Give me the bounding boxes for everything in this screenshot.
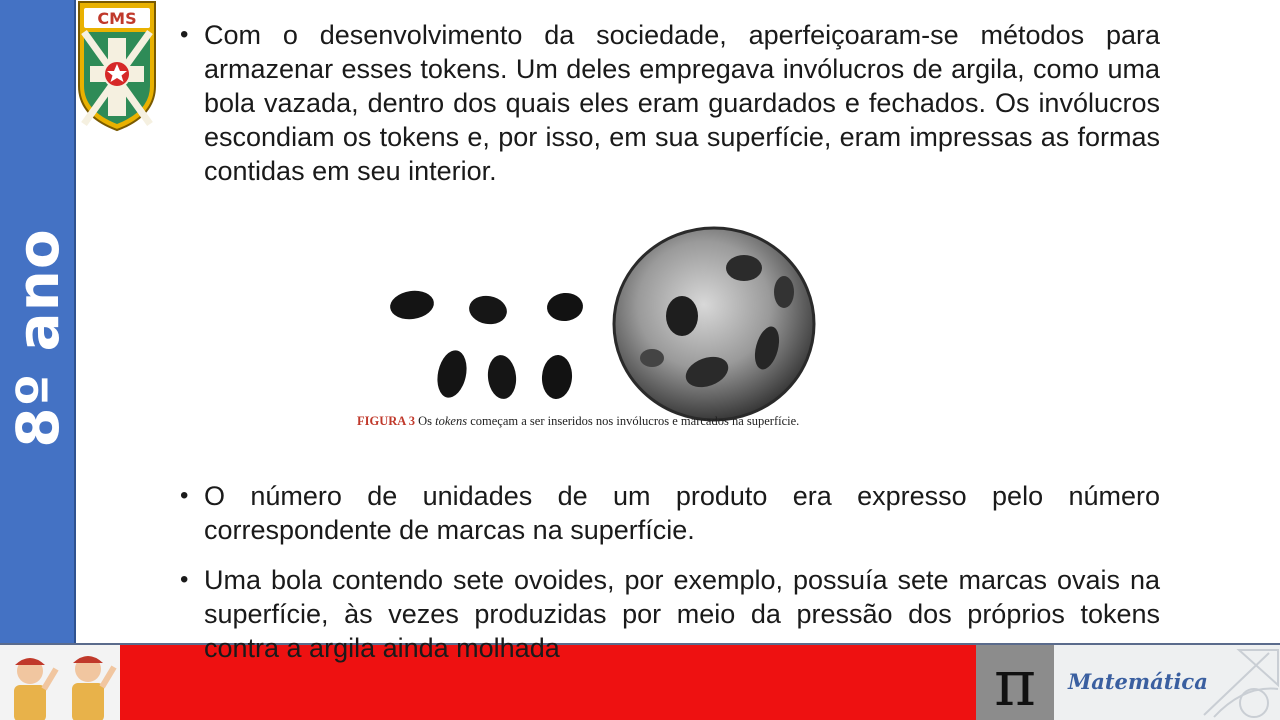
figure-label: FIGURA 3: [357, 414, 415, 428]
pi-icon: π: [993, 646, 1037, 720]
grade-sidebar: [0, 0, 76, 645]
bullet-paragraph-1: • Com o desenvolvimento da sociedade, aperfeiçoaram-se métodos para armazenar esses tokens. Um deles empregava invólucros de argila, como uma bola vazada, dentro dos quais eles eram guardados e fechados. Os invólucros escondiam os tokens e, por isso, em sua superfície, eram impressas as formas contidas em seu interior.: [178, 18, 1160, 218]
bullet-paragraph-2: • O número de unidades de um produto era expresso pelo número correspondente de marcas na superfície.: [178, 479, 1160, 547]
school-crest-logo: [76, 0, 158, 132]
caption-rest: começam a ser inseridos nos invólucros e marcados na superfície.: [467, 414, 800, 428]
cadets-illustration: [0, 645, 120, 720]
bullet-paragraph-3: • Uma bola contendo sete ovoides, por exemplo, possuía sete marcas ovais na superfície, às vezes produzidas por meio da pressão dos próprios tokens contra a argila ainda molhada: [178, 563, 1160, 665]
grade-label: 8º ano: [4, 228, 72, 448]
caption-emphasis: tokens: [435, 414, 468, 428]
tokens-envelope-figure: [352, 222, 862, 440]
subject-label: Matemática: [1068, 669, 1208, 694]
svg-text:CMS: CMS: [97, 9, 137, 28]
caption-prefix: Os: [418, 414, 436, 428]
figure-caption: [357, 414, 799, 429]
